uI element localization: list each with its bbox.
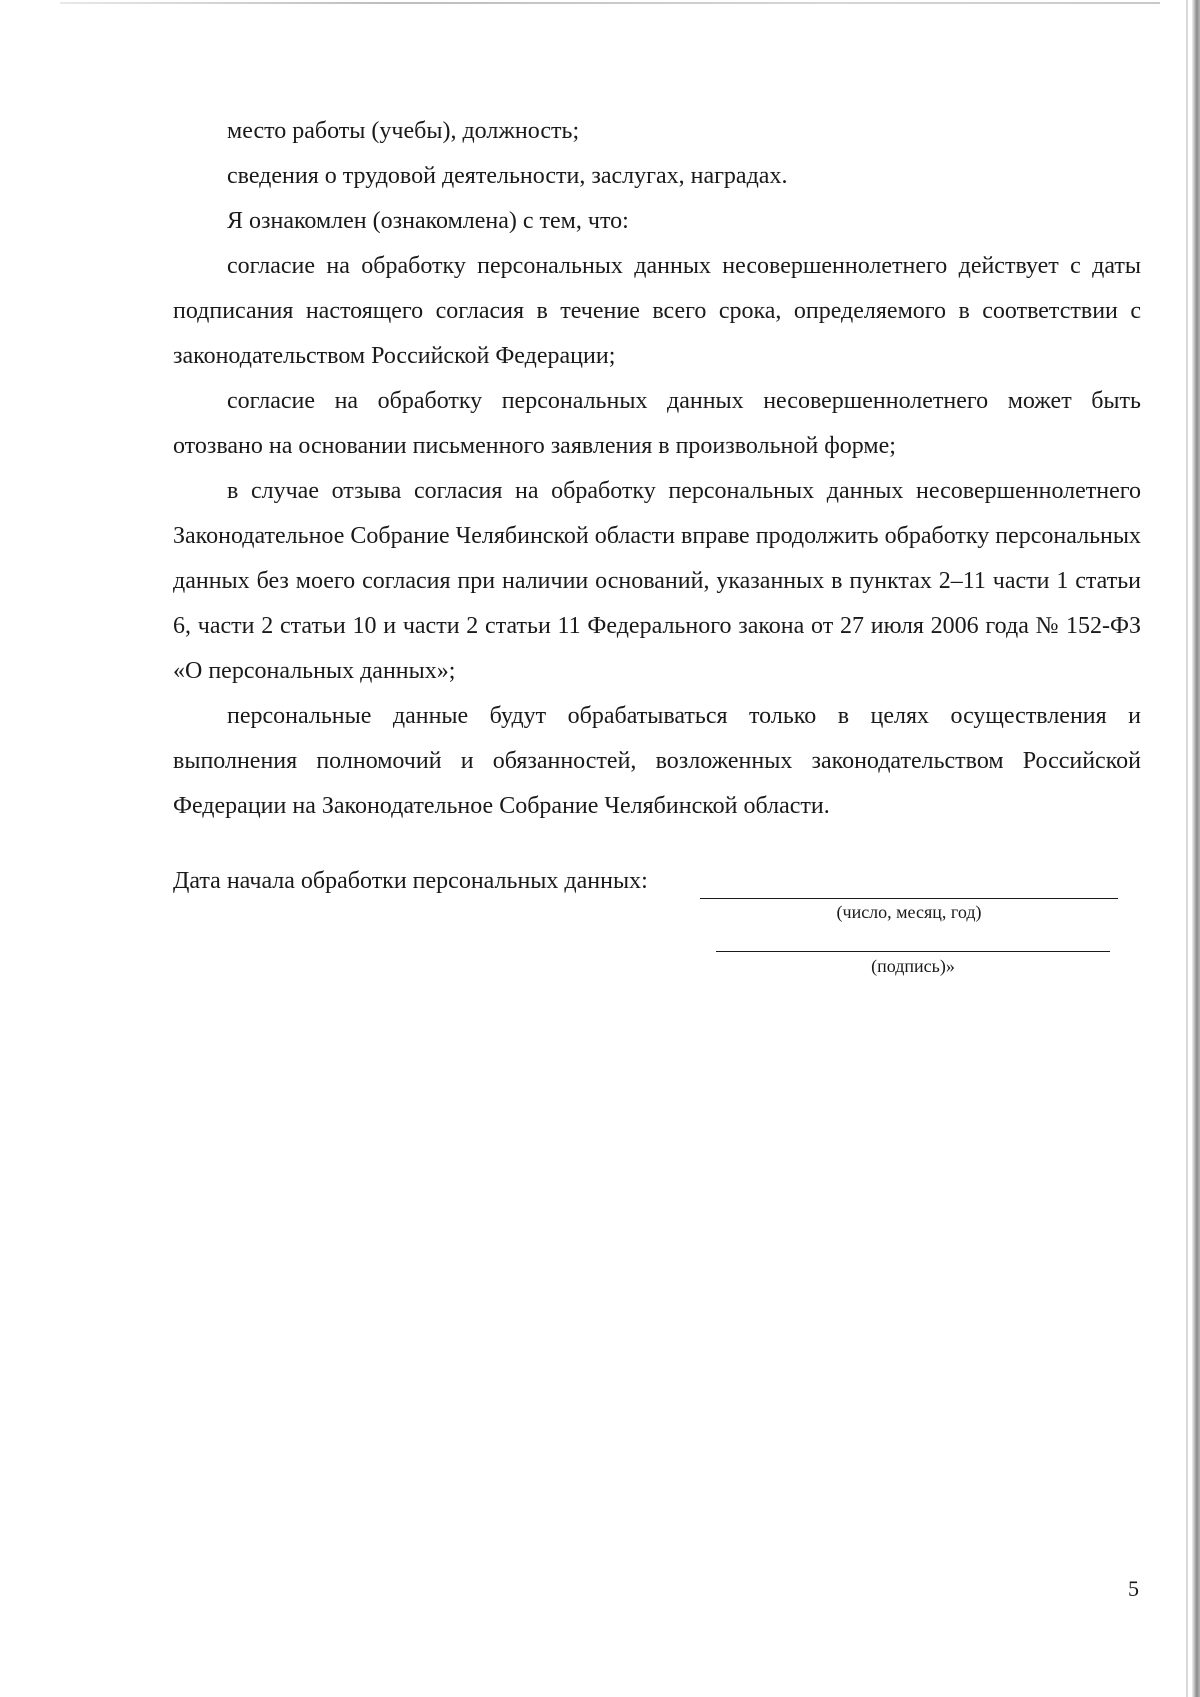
signature-caption: (подпись)» (871, 956, 955, 976)
paragraph-acknowledgement: Я ознакомлен (ознакомлена) с тем, что: (227, 208, 629, 234)
paragraph-withdrawal-consequences: в случае отзыва согласия на обработку персональных данных несовершеннолетнего Законодательное Собрание Челябинской области вправе продолжить обработку персональных данных без моего согласия при наличии оснований, указанных в пунктах 2–11 части 1 статьи 6, части 2 статьи 10 и части 2 статьи 11 Федерального закона от 27 июля 2006 года № 152-ФЗ «О персональных данных»; (173, 478, 1141, 684)
paragraph-processing-purpose: персональные данные будут обрабатываться только в целях осуществления и выполнения полномочий и обязанностей, возложенных законодательством Российской Федерации на Законодательное Собрание Челябинской области. (173, 703, 1141, 819)
scan-right-shadow (1186, 0, 1188, 1697)
paragraph-consent-duration: согласие на обработку персональных данных несовершеннолетнего действует с даты подписания настоящего согласия в течение всего срока, определяемого в соответствии с законодательством Российской Федерации; (173, 253, 1141, 369)
date-blank-line (700, 898, 1118, 899)
paragraph-workplace: место работы (учебы), должность; (227, 118, 580, 144)
scan-right-edge (1192, 0, 1200, 1697)
consent-text-body (173, 109, 1141, 829)
scan-top-edge (60, 2, 1160, 4)
page-number: 5 (1128, 1576, 1139, 1601)
paragraph-consent-withdrawal: согласие на обработку персональных данных несовершеннолетнего может быть отозвано на основании письменного заявления в произвольной форме; (173, 388, 1141, 459)
processing-start-date-row (173, 866, 1173, 896)
paragraph-work-history: сведения о трудовой деятельности, заслугах, наградах. (227, 163, 788, 189)
signature-blank-line (716, 951, 1110, 952)
processing-start-date-label: Дата начала обработки персональных данных: (173, 868, 648, 894)
date-caption: (число, месяц, год) (836, 902, 982, 922)
